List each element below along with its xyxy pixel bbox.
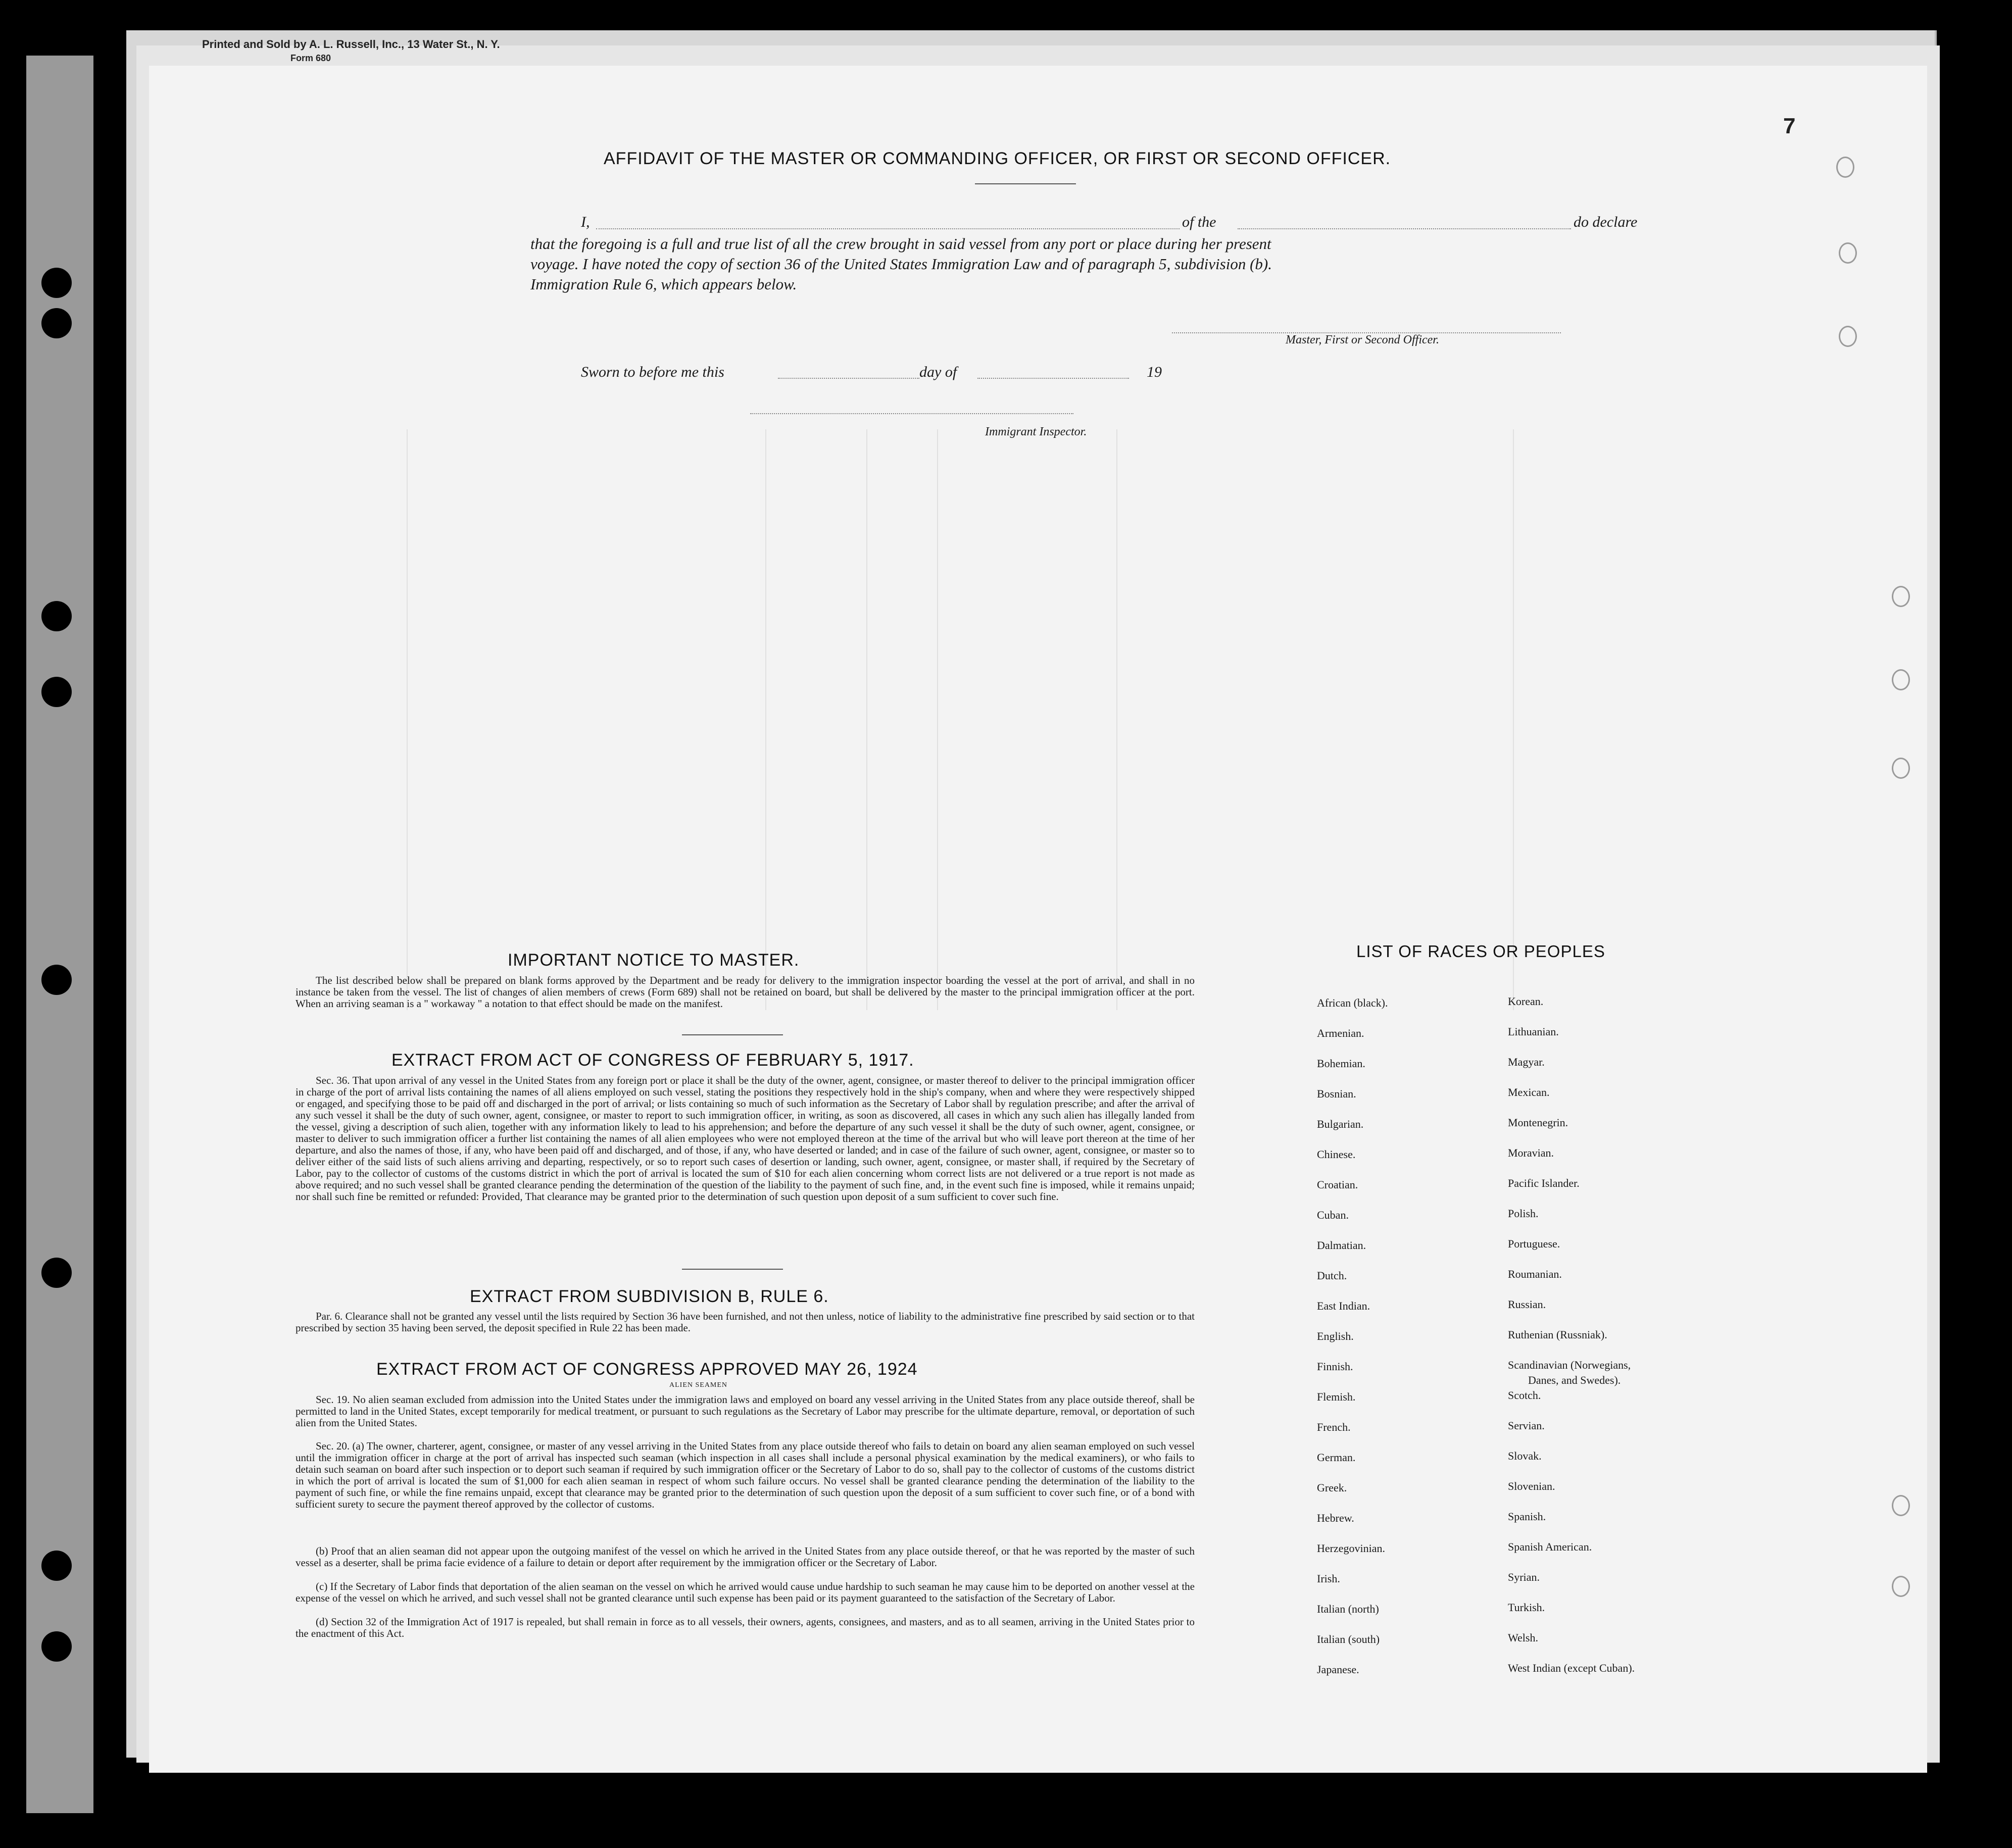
race-right-item: Slovenian. <box>1508 1480 1555 1492</box>
notice-title: IMPORTANT NOTICE TO MASTER. <box>508 951 800 970</box>
sworn-text: Sworn to before me this <box>581 364 724 380</box>
race-left-item: Cuban. <box>1317 1209 1349 1221</box>
ghost-column <box>1513 429 1514 1010</box>
ghost-column <box>866 429 867 1010</box>
extract-1917-title: EXTRACT FROM ACT OF CONGRESS OF FEBRUARY 5, 1917. <box>391 1051 914 1070</box>
ghost-column <box>1116 429 1117 1010</box>
affidavit-do-declare: do declare <box>1574 214 1638 230</box>
race-left-item: Bulgarian. <box>1317 1118 1364 1130</box>
race-right-item: Mexican. <box>1508 1086 1550 1098</box>
race-right-item: Turkish. <box>1508 1601 1545 1614</box>
name-blank <box>596 228 1180 229</box>
race-left-item: Croatian. <box>1317 1178 1358 1191</box>
race-right-item: Montenegrin. <box>1508 1116 1568 1129</box>
binder-ring <box>1892 669 1910 690</box>
extract-1924-title: EXTRACT FROM ACT OF CONGRESS APPROVED MAY 26, 1924 <box>376 1360 918 1379</box>
race-left-item: Bosnian. <box>1317 1087 1356 1100</box>
race-right-item: Spanish American. <box>1508 1540 1592 1553</box>
race-right-item: Syrian. <box>1508 1571 1540 1583</box>
race-right-item: West Indian (except Cuban). <box>1508 1662 1635 1674</box>
printer-line: Printed and Sold by A. L. Russell, Inc., 13 Water St., N. Y. <box>202 38 500 51</box>
extract-1924-p2: Sec. 20. (a) The owner, charterer, agent, consignee, or master of any vessel arriving in the United States from any place outside thereof who fails to detain on board any alien seaman employed on such vessel until the immigration officer in charge at the port of arrival has inspected such seaman (which inspection in all cases shall include a personal physical examination by the medical examiners), or who fails to detain such seaman on board after such inspection or to deport such seaman if required by such immigration officer or the Secretary of Labor to do so, shall pay to the collector of customs of the customs district in which the port of arrival is located the sum of $1,000 for each alien seaman in respect of whom such failure occurs. No vessel shall be granted clearance pending the determination of the liability to the payment of such fine, or while the fine remains unpaid, except that clearance may be granted prior to the determination of such question upon the deposit of a sum sufficient to cover such fine, or of a bond with sufficient surety to secure the payment thereof approved by the collector of customs. <box>296 1440 1195 1510</box>
race-left-item: Dutch. <box>1317 1269 1347 1282</box>
race-right-item: Polish. <box>1508 1207 1539 1220</box>
section-rule <box>682 1269 783 1270</box>
ghost-column <box>407 429 408 1010</box>
extract-1924-p5: (d) Section 32 of the Immigration Act of 1917 is repealed, but shall remain in force as to all vessels, their owners, agents, consignees, and masters, and as to all seamen, arriving in the United States prior to the enactment of this Act. <box>296 1616 1195 1639</box>
day-of-text: day of <box>919 364 957 380</box>
affidavit-i: I, <box>581 214 590 230</box>
race-left-item: Flemish. <box>1317 1390 1356 1403</box>
race-left-item: German. <box>1317 1451 1356 1464</box>
race-right-item: Scandinavian (Norwegians, <box>1508 1359 1631 1371</box>
race-left-item: French. <box>1317 1421 1351 1433</box>
race-right-item: Ruthenian (Russniak). <box>1508 1328 1607 1341</box>
race-right-item: Danes, and Swedes). <box>1528 1374 1621 1386</box>
extract-1917-text: Sec. 36. That upon arrival of any vessel in the United States from any foreign port or place it shall be the duty of the owner, agent, consignee, or master thereof to deliver to the principal immigration officer in charge of the port of arrival lists containing the names of all aliens employed on such vessel, stating the positions they respectively hold in the ship's company, when and where they were respectively shipped or engaged, and specifying those to be paid off and discharged in the port of arrival; or lists containing so much of such information as the Secretary of Labor shall by regulation prescribe; and after the arrival of any such vessel it shall be the duty of such owner, agent, consignee, or master to report to such immigration officer, in writing, as soon as discovered, all cases in which any such alien has illegally landed from the vessel, giving a description of such alien, together with any information likely to lead to his apprehension; and before the departure of any such vessel it shall be the duty of such owner, agent, consignee, or master to deliver to such immigration officer a further list containing the names of all alien employees who were not employed thereon at the time of the arrival but who will leave port thereon at the time of her departure, and also the names of those, if any, who have been paid off and discharged, and of those, if any, who have deserted or landed; and in case of the failure of such owner, agent, consignee, or master so to deliver either of the said lists of such aliens arriving and departing, respectively, or so to report such cases of desertion or landing, such owner, agent, consignee, or master shall, if required by the Secretary of Labor, pay to the collector of customs of the customs district in which the port of arrival is located the sum of $10 for each alien concerning whom correct lists are not delivered or a true report is not made as above required; and no such vessel shall be granted clearance pending the determination of the question of the liability to the payment of such fine, and, in the event such fine is imposed, while it remains unpaid; nor shall such fine be remitted or refunded: Provided, That clearance may be granted prior to the determination of such question upon deposit of a sum sufficient to cover such fine. <box>296 1074 1195 1203</box>
ghost-column <box>765 429 766 1010</box>
race-left-item: African (black). <box>1317 996 1388 1009</box>
extract-rule6-text: Par. 6. Clearance shall not be granted any vessel until the lists required by Section 36 have been furnished, and not then unless, notice of liability to the administrative fine prescribed by said section or to that prescribed by section 35 having been served, the deposit specified in Rule 22 has been made. <box>296 1310 1195 1334</box>
race-right-item: Welsh. <box>1508 1631 1538 1644</box>
races-title: LIST OF RACES OR PEOPLES <box>1356 942 1605 961</box>
punch-hole <box>41 1631 72 1662</box>
race-right-item: Spanish. <box>1508 1510 1546 1523</box>
extract-1924-p3: (b) Proof that an alien seaman did not appear upon the outgoing manifest of the vessel on which he arrived in the United States from any place outside thereof, or that he was reported by the master of such vessel as a deserter, shall be prima facie evidence of a failure to detain or deport after requirement by the immigration officer or the Secretary of Labor. <box>296 1545 1195 1569</box>
inspector-signature-blank <box>750 413 1073 414</box>
extract-1924-p1: Sec. 19. No alien seaman excluded from admission into the United States under the immigration laws and employed on board any vessel arriving in the United States from any place outside thereof, shall be permitted to land in the United States, except temporarily for medical treatment, or pursuant to such regulations as the Secretary of Labor may prescribe for the ultimate departure, removal, or deportation of such alien from the United States. <box>296 1393 1195 1429</box>
form-number: Form 680 <box>290 53 331 63</box>
affidavit-title: AFFIDAVIT OF THE MASTER OR COMMANDING OFFICER, OR FIRST OR SECOND OFFICER. <box>604 149 1391 168</box>
page-number-mark: 7 <box>1783 114 1796 138</box>
affidavit-line2: voyage. I have noted the copy of section 36 of the United States Immigration Law and of paragraph 5, subdivision (b). <box>530 255 1272 273</box>
race-right-item: Scotch. <box>1508 1389 1541 1402</box>
race-right-item: Lithuanian. <box>1508 1025 1559 1038</box>
extract-rule6-title: EXTRACT FROM SUBDIVISION B, RULE 6. <box>470 1287 829 1306</box>
race-right-item: Magyar. <box>1508 1056 1545 1068</box>
race-left-item: East Indian. <box>1317 1300 1370 1312</box>
title-rule <box>975 183 1076 184</box>
binder-ring <box>1892 1576 1910 1597</box>
binder-ring <box>1839 326 1857 347</box>
race-left-item: Italian (south) <box>1317 1633 1380 1645</box>
race-left-item: Irish. <box>1317 1572 1340 1585</box>
race-left-item: Herzegovinian. <box>1317 1542 1385 1555</box>
punch-hole <box>41 1551 72 1581</box>
document-page <box>149 66 1927 1773</box>
punch-hole <box>41 677 72 707</box>
race-left-item: Greek. <box>1317 1481 1347 1494</box>
race-right-item: Pacific Islander. <box>1508 1177 1580 1189</box>
race-left-item: Chinese. <box>1317 1148 1356 1161</box>
vessel-blank <box>1238 228 1571 229</box>
race-right-item: Roumanian. <box>1508 1268 1562 1280</box>
section-rule <box>682 1034 783 1035</box>
month-blank <box>977 378 1129 379</box>
race-right-item: Korean. <box>1508 995 1544 1008</box>
day-blank <box>778 378 919 379</box>
binder-ring <box>1836 157 1854 178</box>
race-right-item: Moravian. <box>1508 1146 1554 1159</box>
affidavit-line3: Immigration Rule 6, which appears below. <box>530 275 797 293</box>
affidavit-of-the: of the <box>1182 214 1216 230</box>
binder-ring <box>1892 586 1910 607</box>
ghost-column <box>937 429 938 1010</box>
race-left-item: Finnish. <box>1317 1360 1353 1373</box>
binding-strip <box>26 56 93 1813</box>
master-label: Master, First or Second Officer. <box>1286 333 1439 346</box>
race-left-item: Armenian. <box>1317 1027 1364 1039</box>
race-left-item: Bohemian. <box>1317 1057 1365 1070</box>
punch-hole <box>41 601 72 631</box>
punch-hole <box>41 965 72 995</box>
punch-hole <box>41 268 72 298</box>
binder-ring <box>1892 758 1910 779</box>
punch-hole <box>41 308 72 338</box>
year-text: 19 <box>1147 364 1162 380</box>
race-left-item: Hebrew. <box>1317 1512 1354 1524</box>
race-right-item: Portuguese. <box>1508 1237 1560 1250</box>
affidavit-line1: that the foregoing is a full and true list of all the crew brought in said vessel from any port or place during her present <box>530 235 1271 253</box>
inspector-label: Immigrant Inspector. <box>985 425 1087 438</box>
race-left-item: Italian (north) <box>1317 1603 1379 1615</box>
race-right-item: Slovak. <box>1508 1450 1542 1462</box>
punch-hole <box>41 1258 72 1288</box>
race-left-item: Japanese. <box>1317 1663 1359 1676</box>
race-left-item: Dalmatian. <box>1317 1239 1366 1252</box>
race-right-item: Russian. <box>1508 1298 1546 1311</box>
binder-ring <box>1839 242 1857 264</box>
race-left-item: English. <box>1317 1330 1354 1342</box>
notice-text: The list described below shall be prepared on blank forms approved by the Department and be ready for delivery to the immigration inspector boarding the vessel at the port of arrival, and shall in no instance be taken from the vessel. The list of changes of alien members of crews (Form 689) shall not be retained on board, but shall be delivered by the master to the principal immigration officer at the port. When an arriving seaman is a " workaway " a notation to that effect should be made on the manifest. <box>296 974 1195 1010</box>
binder-ring <box>1892 1495 1910 1516</box>
extract-1924-p4: (c) If the Secretary of Labor finds that deportation of the alien seaman on the vessel on which he arrived would cause undue hardship to such seaman he may cause him to be deported on another vessel at the expense of the vessel on which he arrived, and such vessel shall not be granted clearance until such expense has been paid or its payment guaranteed to the satisfaction of the Secretary of Labor. <box>296 1580 1195 1604</box>
race-right-item: Servian. <box>1508 1419 1545 1432</box>
alien-seamen-subtitle: ALIEN SEAMEN <box>669 1381 728 1389</box>
